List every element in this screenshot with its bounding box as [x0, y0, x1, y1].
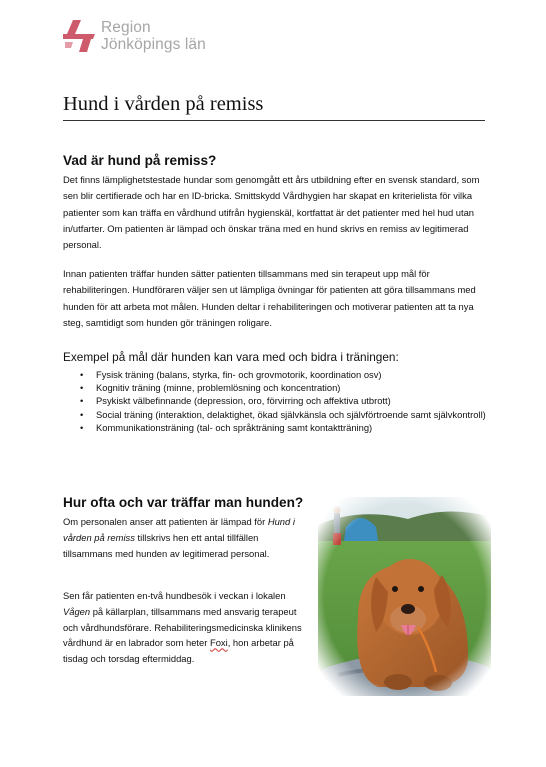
text-span: , hon arbetar på tisdag och torsdag eftermiddag.: [63, 637, 294, 665]
paragraph-intro: Det finns lämplighetstestade hundar som genomgått ett års utbildning efter en svensk standard, som sen blir certifierade och har en ID-bricka. Smittskydd Vårdhygien har skapat en kriterielista för vilka patienter som kan träffa en vårdhund utifrån hygienskäl, kortfattat är det patienter med hel hud utan in/utfarter. Om patienten är lämpad och önskar träna med en hund skrivs en remiss av legitimerad personal.: [63, 174, 480, 251]
list-item: [63, 408, 493, 421]
document-title: Hund i vården på remiss: [63, 92, 485, 121]
examples-heading: Exempel på mål där hunden kan vara med och bidra i träningen:: [63, 350, 399, 364]
text-span: Sen får patienten en-två hundbesök i veckan i lokalen: [63, 590, 286, 601]
list-item: [63, 368, 493, 381]
list-item: [63, 421, 493, 434]
list-item-text: Fysisk träning (balans, styrka, fin- och grovmotorik, koordination osv): [96, 369, 382, 380]
dog-name: Foxi: [209, 637, 228, 649]
region-logo-icon: [63, 20, 95, 52]
logo-line-1: Region: [101, 19, 151, 36]
logo-line-2: Jönköpings län: [101, 36, 206, 53]
bullet-icon: •: [80, 408, 84, 420]
list-item: [63, 381, 493, 394]
list-item-text: Social träning (interaktion, delaktighet, ökad självkänsla och självförtroende samt självkontroll): [96, 408, 486, 420]
section-heading-how: Hur ofta och var träffar man hunden?: [63, 495, 304, 510]
italic-room-name: Vågen: [63, 605, 91, 617]
list-item-text: Kognitiv träning (minne, problemlösning och koncentration): [96, 382, 341, 394]
text-span: tillskrivs hen ett antal tillfällen tillsammans med hunden av legitimerad personal.: [63, 531, 270, 559]
bullet-icon: •: [80, 382, 84, 394]
region-logo: [63, 19, 206, 53]
bullet-icon: •: [80, 395, 84, 407]
text-span: på källarplan, tillsammans med ansvarig terapeut och vårdhundsförare. Rehabiliteringsmedicinska klinikens vårdhund är en labrador som heter: [63, 605, 302, 649]
logo-wordmark: [101, 19, 206, 53]
list-item: [63, 394, 493, 407]
paragraph-goals: Innan patienten träffar hunden sätter patienten tillsammans med sin terapeut upp mål för rehabiliteringen. Hundföraren väljer sen ut lämpliga övningar för patienten att göra tillsammans med hunden för att arbeta mot målen. Hunden deltar i rehabiliteringen och motiverar patienten att ta nya steg, samtidigt som hunden gör träningen roligare.: [63, 268, 476, 328]
italic-program-name: Hund i vården på remiss: [63, 516, 295, 543]
dog-photo: [318, 497, 491, 696]
text-span: Om personalen anser att patienten är lämpad för: [63, 516, 268, 527]
list-item-text: Psykiskt välbefinnande (depression, oro, förvirring och affektiva utbrott): [96, 395, 391, 407]
bullet-icon: •: [80, 421, 84, 433]
paragraph-referral: [63, 514, 308, 561]
examples-list: [63, 368, 493, 434]
paragraph-visits: [63, 588, 308, 667]
section-heading-what: Vad är hund på remiss?: [63, 153, 217, 168]
list-item-text: Kommunikationsträning (tal- och språkträning samt kontaktträning): [96, 421, 373, 433]
bullet-icon: •: [80, 369, 84, 380]
